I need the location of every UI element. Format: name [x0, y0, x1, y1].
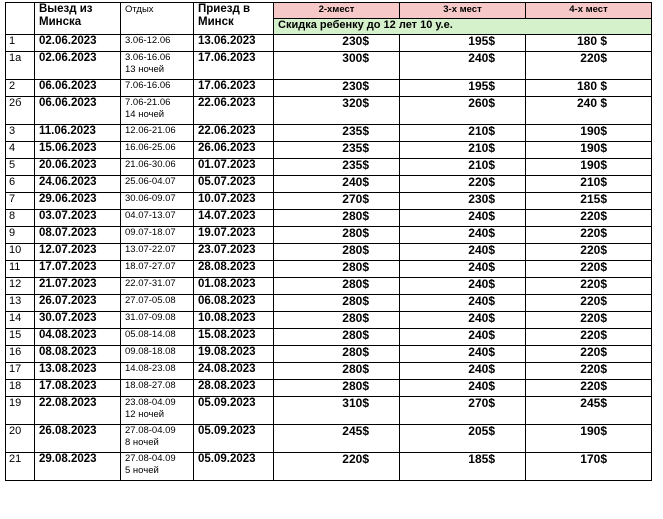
arrival-date: 05.09.2023 [194, 397, 274, 425]
price-2-person: 220$ [274, 453, 400, 481]
price-4-person: 190$ [526, 425, 652, 453]
price-3-person: 240$ [400, 244, 526, 261]
table-row [6, 346, 652, 363]
price-2-person: 240$ [274, 176, 400, 193]
row-number: 14 [6, 312, 35, 329]
rest-period [121, 159, 194, 176]
price-4-person: 190$ [526, 142, 652, 159]
departure-date: 12.07.2023 [35, 244, 121, 261]
arrival-date: 23.07.2023 [194, 244, 274, 261]
rest-dates: 27.08-04.09 [125, 453, 176, 464]
rest-dates: 22.07-31.07 [125, 278, 176, 289]
price-2-person: 235$ [274, 142, 400, 159]
table-row [6, 142, 652, 159]
price-4-person: 220$ [526, 295, 652, 312]
rest-dates: 27.08-04.09 [125, 425, 176, 436]
price-2-person: 235$ [274, 125, 400, 142]
price-4-person: 220$ [526, 363, 652, 380]
price-3-person: 195$ [400, 80, 526, 97]
rest-dates: 31.07-09.08 [125, 312, 176, 323]
departure-date: 06.06.2023 [35, 80, 121, 97]
nights-count: 12 ночей [125, 409, 165, 420]
table-row [6, 453, 652, 481]
header-rest: Отдых [121, 3, 194, 35]
rest-dates: 13.07-22.07 [125, 244, 176, 255]
price-3-person: 210$ [400, 125, 526, 142]
row-number: 16 [6, 346, 35, 363]
arrival-date: 13.06.2023 [194, 35, 274, 52]
table-row [6, 176, 652, 193]
rest-dates: 3.06-16.06 [125, 52, 171, 63]
header-departure: Выезд из Минска [35, 3, 121, 35]
price-3-person: 210$ [400, 142, 526, 159]
rest-dates: 3.06-12.06 [125, 35, 171, 46]
departure-date: 02.06.2023 [35, 35, 121, 52]
table-row [6, 244, 652, 261]
price-2-person: 300$ [274, 52, 400, 80]
price-2-person: 230$ [274, 35, 400, 52]
row-number: 4 [6, 142, 35, 159]
arrival-date: 05.07.2023 [194, 176, 274, 193]
arrival-date: 05.09.2023 [194, 425, 274, 453]
row-number: 19 [6, 397, 35, 425]
price-4-person: 215$ [526, 193, 652, 210]
row-number: 1 [6, 35, 35, 52]
departure-date: 08.07.2023 [35, 227, 121, 244]
row-number: 18 [6, 380, 35, 397]
row-number: 7 [6, 193, 35, 210]
price-4-person: 220$ [526, 346, 652, 363]
price-3-person: 240$ [400, 329, 526, 346]
rest-dates: 7.06-21.06 [125, 97, 171, 108]
table-row [6, 329, 652, 346]
price-2-person: 280$ [274, 312, 400, 329]
arrival-date: 24.08.2023 [194, 363, 274, 380]
price-2-person: 280$ [274, 261, 400, 278]
departure-date: 26.07.2023 [35, 295, 121, 312]
price-4-person: 245$ [526, 397, 652, 425]
departure-date: 21.07.2023 [35, 278, 121, 295]
departure-date: 17.07.2023 [35, 261, 121, 278]
price-2-person: 280$ [274, 295, 400, 312]
table-row [6, 380, 652, 397]
row-number: 5 [6, 159, 35, 176]
table-row [6, 35, 652, 52]
nights-count: 14 ночей [125, 109, 165, 120]
arrival-date: 06.08.2023 [194, 295, 274, 312]
arrival-date: 19.07.2023 [194, 227, 274, 244]
arrival-date: 05.09.2023 [194, 453, 274, 481]
header-arrival: Приезд в Минск [194, 3, 274, 35]
rest-period [121, 397, 194, 425]
price-4-person: 220$ [526, 52, 652, 80]
price-4-person: 220$ [526, 261, 652, 278]
table-row [6, 397, 652, 425]
price-4-person: 190$ [526, 159, 652, 176]
arrival-date: 01.07.2023 [194, 159, 274, 176]
departure-date: 20.06.2023 [35, 159, 121, 176]
price-3-person: 240$ [400, 346, 526, 363]
row-number: 1а [6, 52, 35, 80]
row-number: 11 [6, 261, 35, 278]
rest-period [121, 35, 194, 52]
rest-dates: 12.06-21.06 [125, 125, 176, 136]
header-3-person: 3-х мест [400, 3, 526, 19]
row-number: 2б [6, 97, 35, 125]
table-row [6, 278, 652, 295]
rest-dates: 05.08-14.08 [125, 329, 176, 340]
row-number: 10 [6, 244, 35, 261]
table-row [6, 52, 652, 80]
price-2-person: 280$ [274, 278, 400, 295]
price-table [5, 2, 652, 481]
rest-dates: 25.06-04.07 [125, 176, 176, 187]
row-number: 3 [6, 125, 35, 142]
departure-date: 17.08.2023 [35, 380, 121, 397]
departure-date: 29.06.2023 [35, 193, 121, 210]
price-2-person: 320$ [274, 97, 400, 125]
price-2-person: 280$ [274, 329, 400, 346]
tour-schedule [5, 2, 652, 481]
price-4-person: 220$ [526, 278, 652, 295]
departure-date: 26.08.2023 [35, 425, 121, 453]
departure-date: 15.06.2023 [35, 142, 121, 159]
row-number: 6 [6, 176, 35, 193]
price-4-person: 240 $ [526, 97, 652, 125]
price-3-person: 240$ [400, 261, 526, 278]
table-row [6, 80, 652, 97]
table-row [6, 210, 652, 227]
price-3-person: 195$ [400, 35, 526, 52]
price-2-person: 270$ [274, 193, 400, 210]
rest-dates: 18.08-27.08 [125, 380, 176, 391]
rest-period [121, 193, 194, 210]
rest-dates: 18.07-27.07 [125, 261, 176, 272]
departure-date: 30.07.2023 [35, 312, 121, 329]
row-number: 12 [6, 278, 35, 295]
table-row [6, 425, 652, 453]
price-3-person: 270$ [400, 397, 526, 425]
departure-date: 06.06.2023 [35, 97, 121, 125]
row-number: 8 [6, 210, 35, 227]
price-2-person: 280$ [274, 380, 400, 397]
price-2-person: 280$ [274, 363, 400, 380]
rest-period [121, 363, 194, 380]
arrival-date: 28.08.2023 [194, 380, 274, 397]
row-number: 20 [6, 425, 35, 453]
price-4-person: 170$ [526, 453, 652, 481]
price-2-person: 280$ [274, 244, 400, 261]
price-3-person: 240$ [400, 227, 526, 244]
table-row [6, 363, 652, 380]
price-4-person: 180 $ [526, 80, 652, 97]
table-row [6, 193, 652, 210]
price-2-person: 280$ [274, 227, 400, 244]
nights-count: 5 ночей [125, 465, 159, 476]
price-2-person: 310$ [274, 397, 400, 425]
rest-dates: 27.07-05.08 [125, 295, 176, 306]
departure-date: 08.08.2023 [35, 346, 121, 363]
rest-period [121, 295, 194, 312]
departure-date: 03.07.2023 [35, 210, 121, 227]
departure-date: 02.06.2023 [35, 52, 121, 80]
rest-period [121, 227, 194, 244]
rest-period [121, 210, 194, 227]
table-row [6, 312, 652, 329]
rest-period [121, 97, 194, 125]
price-4-person: 180 $ [526, 35, 652, 52]
row-number: 13 [6, 295, 35, 312]
rest-dates: 09.07-18.07 [125, 227, 176, 238]
departure-date: 22.08.2023 [35, 397, 121, 425]
price-2-person: 230$ [274, 80, 400, 97]
price-3-person: 205$ [400, 425, 526, 453]
price-4-person: 220$ [526, 329, 652, 346]
arrival-date: 01.08.2023 [194, 278, 274, 295]
table-row [6, 295, 652, 312]
rest-period [121, 52, 194, 80]
rest-period [121, 80, 194, 97]
rest-dates: 14.08-23.08 [125, 363, 176, 374]
price-4-person: 210$ [526, 176, 652, 193]
price-3-person: 240$ [400, 278, 526, 295]
header-2-person: 2-хмест [274, 3, 400, 19]
arrival-date: 15.08.2023 [194, 329, 274, 346]
arrival-date: 28.08.2023 [194, 261, 274, 278]
price-2-person: 235$ [274, 159, 400, 176]
rest-dates: 09.08-18.08 [125, 346, 176, 357]
nights-count: 13 ночей [125, 64, 165, 75]
table-row [6, 125, 652, 142]
price-2-person: 280$ [274, 210, 400, 227]
row-number: 15 [6, 329, 35, 346]
arrival-date: 17.06.2023 [194, 80, 274, 97]
row-number: 21 [6, 453, 35, 481]
rest-period [121, 176, 194, 193]
table-row [6, 227, 652, 244]
row-number: 17 [6, 363, 35, 380]
departure-date: 04.08.2023 [35, 329, 121, 346]
rest-dates: 04.07-13.07 [125, 210, 176, 221]
price-4-person: 220$ [526, 380, 652, 397]
price-4-person: 220$ [526, 227, 652, 244]
price-3-person: 240$ [400, 363, 526, 380]
arrival-date: 26.06.2023 [194, 142, 274, 159]
arrival-date: 10.08.2023 [194, 312, 274, 329]
rest-dates: 30.06-09.07 [125, 193, 176, 204]
rest-period [121, 453, 194, 481]
rest-dates: 21.06-30.06 [125, 159, 176, 170]
price-4-person: 190$ [526, 125, 652, 142]
rest-dates: 23.08-04.09 [125, 397, 176, 408]
rest-period [121, 142, 194, 159]
price-3-person: 260$ [400, 97, 526, 125]
price-3-person: 240$ [400, 380, 526, 397]
arrival-date: 17.06.2023 [194, 52, 274, 80]
price-3-person: 240$ [400, 210, 526, 227]
rest-period [121, 278, 194, 295]
price-3-person: 230$ [400, 193, 526, 210]
header-number-cell [6, 3, 35, 35]
rest-period [121, 425, 194, 453]
table-row [6, 159, 652, 176]
rest-dates: 16.06-25.06 [125, 142, 176, 153]
price-4-person: 220$ [526, 244, 652, 261]
price-4-person: 220$ [526, 312, 652, 329]
rest-period [121, 261, 194, 278]
rest-period [121, 346, 194, 363]
departure-date: 29.08.2023 [35, 453, 121, 481]
row-number: 9 [6, 227, 35, 244]
rest-period [121, 329, 194, 346]
rest-period [121, 380, 194, 397]
arrival-date: 14.07.2023 [194, 210, 274, 227]
rest-period [121, 125, 194, 142]
arrival-date: 19.08.2023 [194, 346, 274, 363]
rest-period [121, 244, 194, 261]
departure-date: 24.06.2023 [35, 176, 121, 193]
price-3-person: 185$ [400, 453, 526, 481]
nights-count: 8 ночей [125, 437, 159, 448]
child-discount-note: Скидка ребенку до 12 лет 10 у.е. [274, 19, 652, 35]
arrival-date: 22.06.2023 [194, 125, 274, 142]
price-3-person: 240$ [400, 295, 526, 312]
departure-date: 13.08.2023 [35, 363, 121, 380]
price-3-person: 220$ [400, 176, 526, 193]
rest-dates: 7.06-16.06 [125, 80, 171, 91]
rest-period [121, 312, 194, 329]
departure-date: 11.06.2023 [35, 125, 121, 142]
header-4-person: 4-х мест [526, 3, 652, 19]
price-2-person: 245$ [274, 425, 400, 453]
arrival-date: 22.06.2023 [194, 97, 274, 125]
price-2-person: 280$ [274, 346, 400, 363]
price-3-person: 240$ [400, 52, 526, 80]
table-row [6, 97, 652, 125]
row-number: 2 [6, 80, 35, 97]
price-3-person: 210$ [400, 159, 526, 176]
price-4-person: 220$ [526, 210, 652, 227]
price-3-person: 240$ [400, 312, 526, 329]
table-row [6, 261, 652, 278]
arrival-date: 10.07.2023 [194, 193, 274, 210]
